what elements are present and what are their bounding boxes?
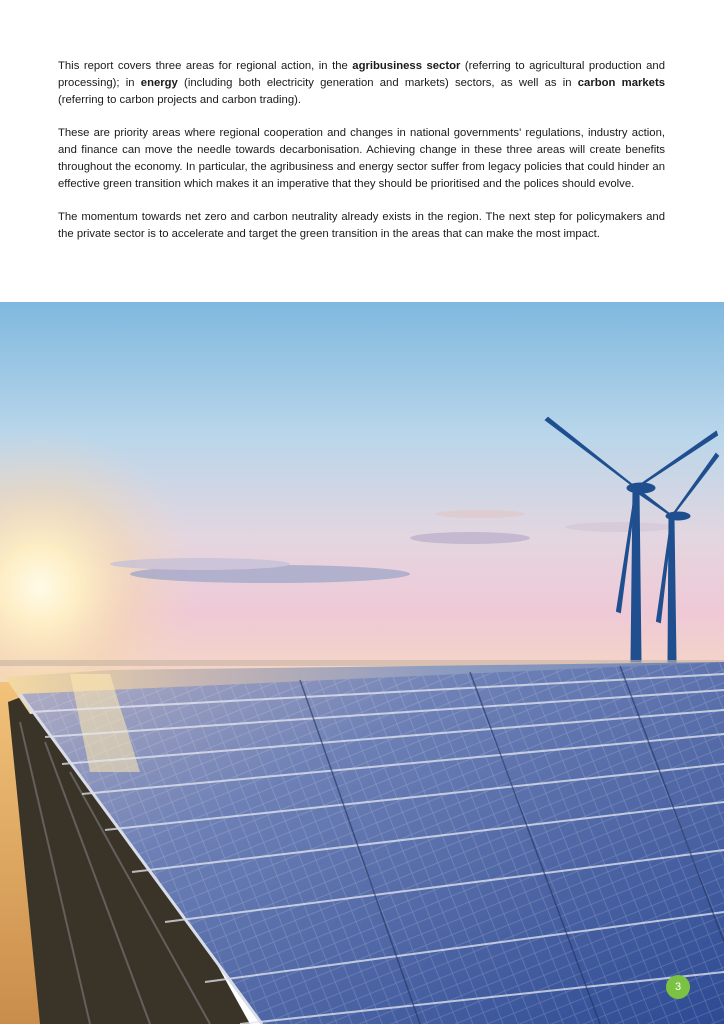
body-text [58, 58, 665, 259]
para1-seg6: (referring to carbon projects and carbon trading). [58, 94, 302, 106]
para1-bold-agribusiness: agribusiness sector [352, 60, 461, 72]
paragraph-3 [58, 209, 665, 243]
para2-text: These are priority areas where regional cooperation and changes in national governments' regulations, industry action, and finance can move the needle towards decarbonisation. Achieving change in these three areas will create benefits throughout the economy. In particular, the agribusiness and energy sector suffer from legacy policies that could hinder an effective green transition which makes it an imperative that they should be prioritised and the polices should evolve. [58, 127, 665, 190]
paragraph-2 [58, 125, 665, 193]
para1-bold-carbon-markets: carbon markets [577, 77, 665, 89]
paragraph-1 [58, 58, 665, 109]
para1-seg2: (referring to agricultural production and processing); in [58, 60, 665, 89]
para1-bold-energy: energy [140, 77, 178, 89]
solar-wind-photo [0, 302, 724, 1024]
para1-seg4: (including both electricity generation and markets) sectors, as well as in [177, 77, 578, 89]
para1-seg0: This report covers three areas for regional action, in the [58, 60, 353, 72]
page-number-badge: 3 [666, 975, 690, 999]
para3-text: The momentum towards net zero and carbon neutrality already exists in the region. The next step for policymakers and the private sector is to accelerate and target the green transition in the areas that can make the most impact. [58, 211, 665, 240]
